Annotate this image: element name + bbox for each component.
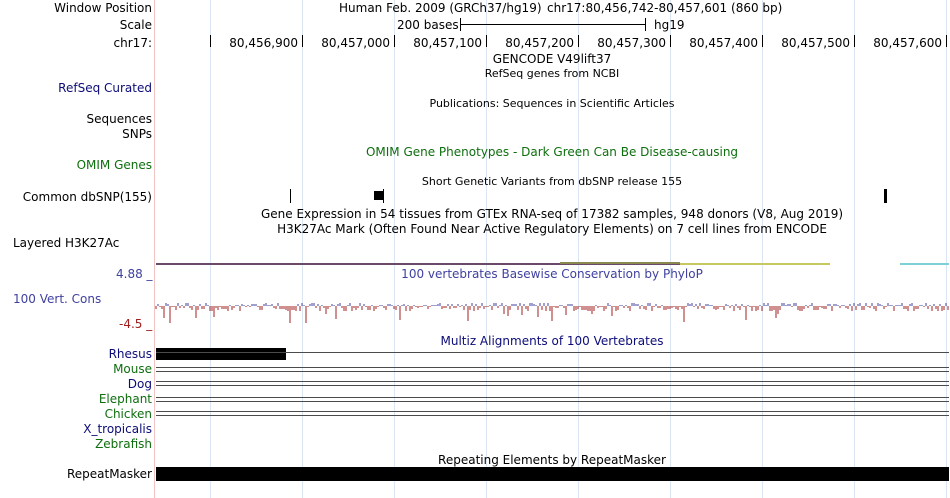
refseq-track-label[interactable]: RefSeq Curated [58,81,152,95]
h3k27ac-track-title: H3K27Ac Mark (Often Found Near Active Regulatory Elements) on 7 cell lines from ENCODE [277,222,827,236]
cons-min-label: -4.5 _ [119,317,153,331]
gencode-track-title: GENCODE V49lift37 [492,52,612,66]
cons-track-title: 100 vertebrates Basewise Conservation by PhyloP [401,267,703,281]
repeatmasker-track-title: Repeating Elements by RepeatMasker [438,453,666,467]
ruler-tick-label: 80,457,600 [873,36,942,50]
omim-track-title: OMIM Gene Phenotypes - Dark Green Can Be Disease-causing [365,145,739,159]
assembly-name: Human Feb. 2009 (GRCh37/hg19) [339,1,542,15]
ruler-tick-label: 80,457,400 [689,36,758,50]
ruler-tick-label: 80,457,300 [597,36,666,50]
ruler-tick-label: 80,457,500 [781,36,850,50]
species-chicken[interactable]: Chicken [104,407,152,421]
scale-db: hg19 [654,18,685,32]
species-x-tropicalis[interactable]: X_tropicalis [83,422,152,436]
h3k27ac-track-label[interactable]: Layered H3K27Ac [13,236,120,250]
publications-track-title: Publications: Sequences in Scientific Articles [429,97,675,110]
dbsnp-track-label[interactable]: Common dbSNP(155) [22,190,152,204]
multiz-track-title: Multiz Alignments of 100 Vertebrates [440,334,664,348]
species-zebrafish[interactable]: Zebrafish [95,437,152,451]
species-dog[interactable]: Dog [127,377,152,391]
species-elephant[interactable]: Elephant [98,392,152,406]
scale-text: 200 bases [397,18,459,32]
omim-track-label[interactable]: OMIM Genes [76,158,152,172]
position-readout[interactable]: chr17:80,456,742-80,457,601 (860 bp) [547,1,783,15]
chrom-label: chr17: [113,36,152,50]
window-position-label: Window Position [54,1,152,15]
species-mouse[interactable]: Mouse [113,362,152,376]
repeatmasker-track-label[interactable]: RepeatMasker [66,467,152,481]
repeatmasker-element[interactable] [156,467,949,481]
ruler-tick-label: 80,457,200 [505,36,574,50]
ruler-tick-label: 80,457,100 [413,36,482,50]
cons-max-label: 4.88 _ [116,267,153,281]
gtex-track-title: Gene Expression in 54 tissues from GTEx RNA-seq of 17382 samples, 948 donors (V8, Aug 2019) [260,207,844,221]
ruler-tick-label: 80,456,900 [229,36,298,50]
scale-label: Scale [119,18,152,32]
cons-track-label[interactable]: 100 Vert. Cons [13,292,102,306]
snps-track-label[interactable]: SNPs [122,127,152,141]
ruler-tick-label: 80,457,000 [321,36,390,50]
refseq-track-title: RefSeq genes from NCBI [484,67,620,80]
species-rhesus[interactable]: Rhesus [108,347,152,361]
sequences-track-label[interactable]: Sequences [86,112,152,126]
dbsnp-track-title: Short Genetic Variants from dbSNP release 155 [421,175,683,188]
